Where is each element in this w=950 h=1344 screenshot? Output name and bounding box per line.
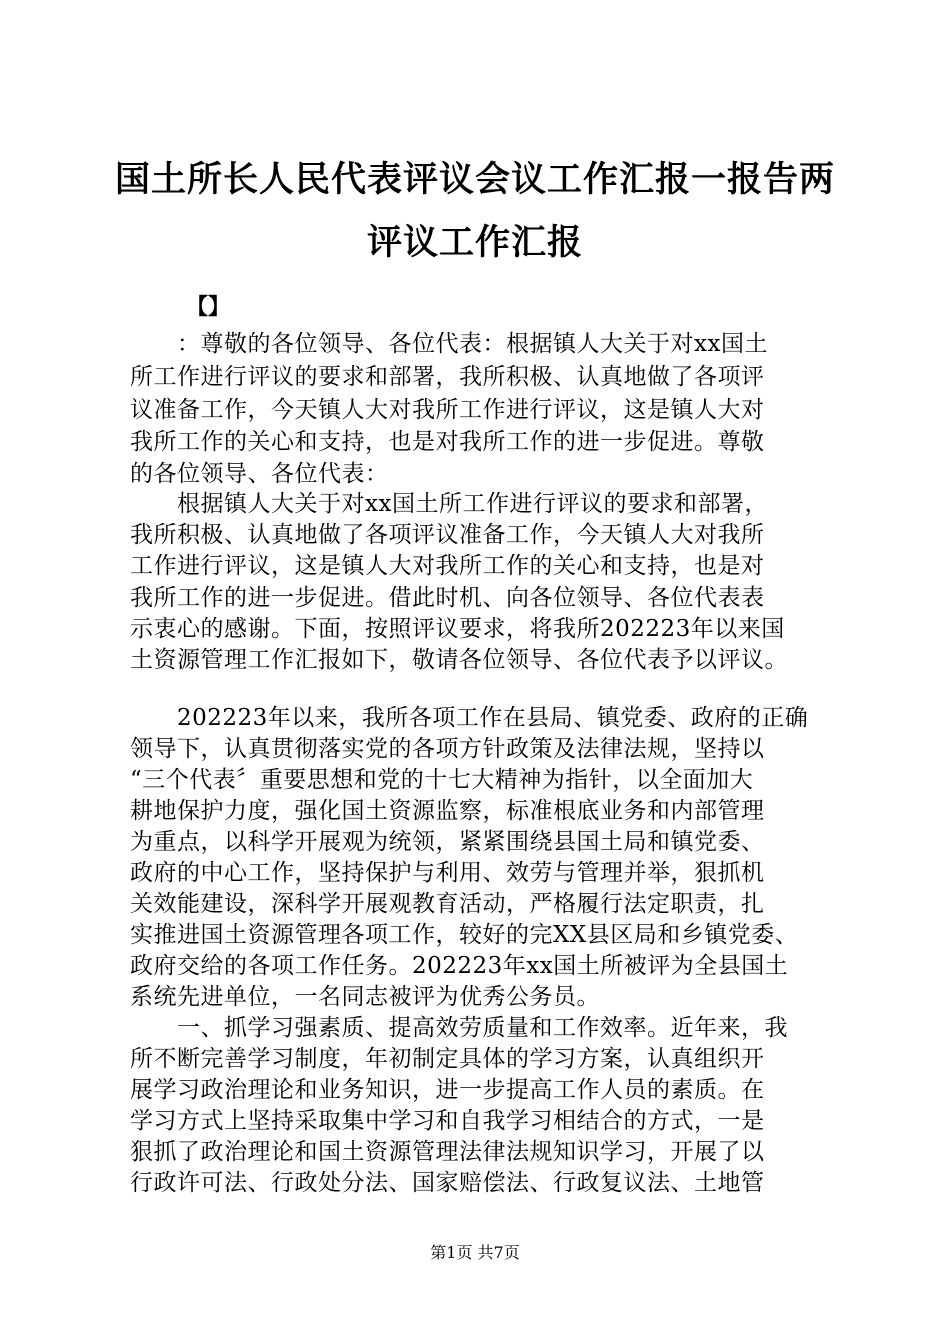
body-line: 根据镇人大关于对xx国土所工作进行评议的要求和部署， <box>130 491 768 517</box>
body-line: 202223年以来，我所各项工作在县局、镇党委、政府的正确 <box>130 705 809 731</box>
body-line: 政府的中心工作，坚持保护与利用、效劳与管理并举，狠抓机 <box>130 860 765 886</box>
body-line: 所不断完善学习制度，年初制定具体的学习方案，认真组织开 <box>130 1046 765 1072</box>
body-line: 议准备工作，今天镇人大对我所工作进行评议，这是镇人大对 <box>130 397 765 423</box>
body-line: 狠抓了政治理论和国土资源管理法律法规知识学习，开展了以 <box>130 1139 765 1165</box>
body-line: 展学习政治理论和业务知识，进一步提高工作人员的素质。在 <box>130 1077 765 1103</box>
body-line: 领导下，认真贯彻落实党的各项方针政策及法律法规，坚持以 <box>130 736 765 762</box>
body-line: 行政许可法、行政处分法、国家赔偿法、行政复议法、土地管 <box>130 1170 765 1196</box>
body-line: 我所工作的进一步促进。借此时机、向各位领导、各位代表表 <box>130 585 765 611</box>
body-line: 关效能建设，深科学开展观教育活动，严格履行法定职责，扎 <box>130 891 765 917</box>
page-number-footer: 第1页 共7页 <box>430 1243 520 1262</box>
body-line: 示衷心的感谢。下面，按照评议要求，将我所202223年以来国 <box>130 616 785 642</box>
body-line: 政府交给的各项工作任务。202223年xx国土所被评为全县国土 <box>130 953 789 979</box>
body-line: “三个代表〞重要思想和党的十七大精神为指针，以全面加大 <box>130 767 754 793</box>
body-line: 实推进国土资源管理各项工作，较好的完XX县区局和乡镇党委、 <box>130 922 799 948</box>
body-line: 我所积极、认真地做了各项评议准备工作，今天镇人大对我所 <box>130 522 765 548</box>
body-line: ：尊敬的各位领导、各位代表：根据镇人大关于对xx国土 <box>130 331 768 357</box>
body-line: 所工作进行评议的要求和部署，我所积极、认真地做了各项评 <box>130 364 765 390</box>
title-line-2: 评议工作汇报 <box>366 223 583 263</box>
body-line: 耕地保护力度，强化国土资源监察，标准根底业务和内部管理 <box>130 798 765 824</box>
bracket-label: 【】 <box>186 295 231 320</box>
body-line: 土资源管理工作汇报如下，敬请各位领导、各位代表予以评议。 <box>130 647 788 673</box>
body-line: 系统先进单位，一名同志被评为优秀公务员。 <box>130 984 600 1010</box>
body-line: 一、抓学习强素质、提高效劳质量和工作效率。近年来，我 <box>130 1015 788 1041</box>
body-line: 工作进行评议，这是镇人大对我所工作的关心和支持，也是对 <box>130 553 765 579</box>
body-line: 为重点，以科学开展观为统领，紧紧围绕县国土局和镇党委、 <box>130 829 765 855</box>
body-line: 我所工作的关心和支持，也是对我所工作的进一步促进。尊敬 <box>130 429 765 455</box>
body-line: 的各位领导、各位代表： <box>130 461 389 487</box>
body-line: 学习方式上坚持采取集中学习和自我学习相结合的方式，一是 <box>130 1108 765 1134</box>
title-line-1: 国土所长人民代表评议会议工作汇报一报告两 <box>114 160 835 200</box>
